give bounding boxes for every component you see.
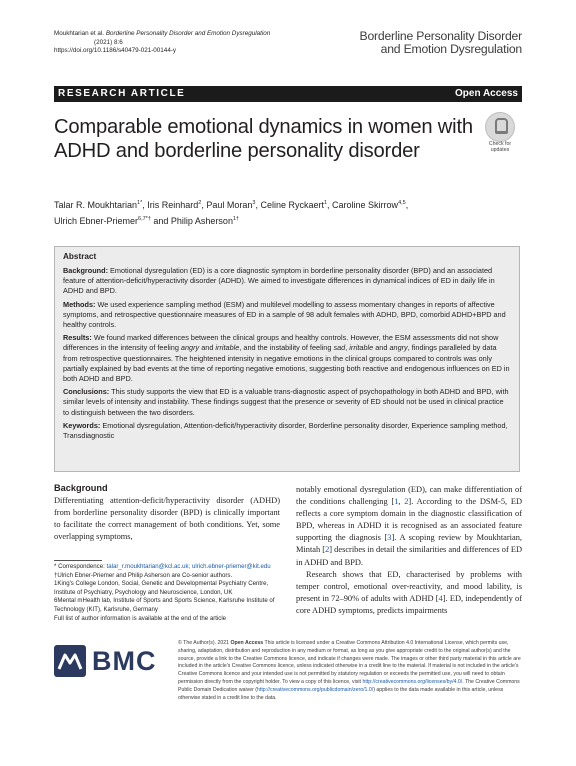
- journal-title-line1: Borderline Personality Disorder: [359, 29, 522, 43]
- results-angry: angry: [180, 343, 200, 353]
- results-irritable: irritable: [215, 343, 240, 353]
- results-sad: sad: [333, 343, 346, 353]
- results-comma: ,: [345, 343, 350, 353]
- author-line-2: Ulrich Ebner-Priemer$^{6,7*\dagger}$ and Philip Asherson$^{1\dagger}$: [54, 216, 240, 226]
- bmc-logo-text: BMC: [92, 646, 157, 676]
- license-url-cc0[interactable]: http://creativecommons.org/publicdomain/zero/1.0/: [257, 686, 374, 693]
- results-and-2: and: [373, 343, 390, 353]
- volume-info: (2021) 8:6: [94, 38, 123, 46]
- abstract-results: [63, 333, 511, 384]
- footnotes: [54, 563, 280, 623]
- affiliation-1: 1King's College London, Social, Genetic and Developmental Psychiatry Centre, Institute of Psychiatry, Psychology and Neuroscience, London, UK: [54, 580, 269, 596]
- reference-link-4[interactable]: 4: [438, 593, 443, 603]
- affiliation-6: 6Mental mHealth lab, Institute of Sports and Sports Science, Karlsruhe Institute of Technology (KIT), Karlsruhe, Germany: [54, 597, 275, 613]
- citation-header: [54, 30, 314, 56]
- results-text-d: , findings paralleled by data from retrospective questionnaires. The heightened intensity in negative emotions in the clinical groups compared to controls was only partially explained by bad events at the time of reporting negative emotions, suggesting both reactive and endogenous influences on ED in both ADHD and BPD.: [63, 343, 510, 384]
- check-for-updates-badge[interactable]: [479, 112, 521, 156]
- doi-link[interactable]: https://doi.org/10.1186/s40479-021-00144-y: [54, 47, 177, 54]
- license-url-cc-by[interactable]: http://creativecommons.org/licenses/by/4.0/: [362, 678, 463, 685]
- license-text-b: . The Creative Commons Public Domain Dedication waiver (: [178, 678, 520, 693]
- p3-text-b: ]. ED, independently of core ADHD symptoms, predicts impairments: [296, 593, 522, 615]
- authors-short: Moukhtarian et al.: [54, 30, 105, 37]
- full-author-info-note: Full list of author information is available at the end of the article: [54, 614, 227, 622]
- body-paragraph-2: [296, 484, 522, 569]
- reference-link-2b[interactable]: 2: [325, 545, 330, 555]
- journal-title-line2: and Emotion Dysregulation: [380, 42, 522, 56]
- results-label: Results:: [63, 333, 92, 343]
- journal-title: [338, 30, 522, 56]
- methods-label: Methods:: [63, 299, 96, 309]
- results-irritable-2: irritable: [349, 343, 374, 353]
- results-text-a: We found marked differences between the clinical groups and healthy controls. However, the ESM assessments did not show differences in the intensity of feeling: [63, 333, 499, 353]
- methods-text: We used experience sampling method (ESM) and multilevel modelling to assess momentary changes in reports of affective symptoms, and retrospective questionnaire measures of ED in a sample of 98 adult females with ADHD, BPD, comorbid ADHD+BPD and healthy controls.: [63, 299, 506, 330]
- abstract-methods: [63, 300, 511, 331]
- license-copyright: © The Author(s). 2021: [178, 640, 231, 646]
- co-senior-note: †Ulrich Ebner-Priemer and Philip Asherson are Co-senior authors.: [54, 571, 233, 579]
- background-label: Background:: [63, 266, 108, 275]
- license-text-c: ) applies to the data made available in this article, unless otherwise stated in a credit line to the data.: [178, 686, 504, 701]
- keywords-label: Keywords:: [63, 420, 101, 430]
- bookmark-icon: [485, 112, 515, 142]
- open-access-label: Open Access: [455, 88, 518, 99]
- p2-text-b: ]. According to the DSM-5, ED reflects a core symptom domain in the diagnostic classification of BPD, whereas in ADHD it is recognised as an associated feature supporting the diagnosis [: [296, 497, 523, 543]
- license-open-access: Open Access: [230, 640, 264, 646]
- body-paragraph-1: Differentiating attention-deficit/hyperactivity disorder (ADHD) from borderline personality disorder (BPD) is clinically important to facilitate the correct management of both conditions. Yet, some overlapping symptoms,: [54, 496, 280, 542]
- check-updates-line2: updates: [490, 147, 510, 153]
- correspondence-email-link[interactable]: talar_r.moukhtarian@kcl.ac.uk; ulrich.ebner-priemer@kit.edu: [106, 563, 271, 570]
- conclusions-text: This study supports the view that ED is a valuable trans-diagnostic aspect of psychopathology in both ADHD and BPD, with similar levels of intensity and instability. These findings suggest that the presence or severity of ED should not be used in clinical practice to distinguish between the two disorders.: [63, 387, 509, 417]
- results-angry-2: angry: [389, 343, 408, 353]
- correspondence: [54, 563, 280, 572]
- abstract-keywords: [63, 421, 511, 441]
- article-type: RESEARCH ARTICLE: [58, 88, 186, 99]
- background-text: Emotional dysregulation (ED) is a core diagnostic symptom in borderline personality disorder (BPD) and an associated feature of attention-deficit/hyperactivity disorder (ADHD). We aimed to investigate differences in dynamical indices of ED in daily life in ADHD and BPD.: [63, 266, 495, 296]
- abstract-box: [54, 246, 520, 472]
- abstract-background: [63, 266, 511, 297]
- results-text-b: , and the instability of feeling: [239, 343, 334, 353]
- publisher-logo[interactable]: [54, 645, 164, 679]
- reference-link-1[interactable]: 1: [394, 497, 399, 507]
- p2-text-a: notably emotional dysregulation (ED), can make differentiation of the conditions challenging [: [296, 485, 522, 507]
- article-title: Comparable emotional dynamics in women with ADHD and borderline personality disorder: [54, 116, 473, 162]
- conclusions-label: Conclusions:: [63, 387, 110, 397]
- journal-name-italic: Borderline Personality Disorder and Emotion Dysregulation: [105, 30, 271, 37]
- keywords-text: Emotional dysregulation, Attention-deficit/hyperactivity disorder, Borderline personality disorder, Experience sampling method, Transdiagnostic: [63, 420, 508, 441]
- correspondence-label: * Correspondence:: [54, 563, 107, 570]
- p3-text-a: Research shows that ED, characterised by problems with temper control, emotional over-reactivity, and mood lability, is present in 72–90% of adults with ADHD [: [296, 569, 522, 603]
- article-type-banner: [54, 86, 522, 102]
- body-column-2: [296, 484, 522, 617]
- abstract-heading: Abstract: [63, 252, 97, 261]
- ref-separator: ,: [398, 497, 405, 507]
- license-statement: [178, 640, 522, 702]
- p2-text-d: ] describes in detail the similarities and differences of ED in ADHD and BPD.: [296, 545, 523, 567]
- abstract-conclusions: [63, 387, 511, 418]
- author-line-1: Talar R. Moukhtarian$^{1*}$, Iris Reinhard$^2$, Paul Moran$^3$, Celine Ryckaert$^1$, Caroline Skirrow$^{4,5}$,: [54, 200, 409, 210]
- p2-text-c: ]. A scoping review by Moukhtarian, Mintah [: [296, 533, 522, 555]
- body-paragraph-3: [296, 569, 522, 617]
- bmc-logo-icon: [54, 645, 86, 677]
- author-list: [54, 196, 474, 228]
- license-text-a: This article is licensed under a Creative Commons Attribution 4.0 International License, which permits use, sharing, adaptation, distribution and reproduction in any medium or format, as long as you give appropriate credit to the original author(s) and the source, provide a link to the Creative Commons licence, and indicate if changes were made. The images or other third party material in this article are included in the article's Creative Commons licence, unless indicated otherwise in a credit line to the material. If material is not included in the article's Creative Commons licence and your intended use is not permitted by statutory regulation or exceeds the permitted use, you will need to obtain permission directly from the copyright holder. To view a copy of this licence, visit: [178, 640, 521, 685]
- body-column-1: [54, 482, 280, 543]
- reference-link-2[interactable]: 2: [404, 497, 409, 507]
- check-for-updates-label: [479, 141, 521, 153]
- results-and: and: [199, 343, 216, 353]
- footnote-divider: [54, 560, 102, 561]
- section-heading-background: Background: [54, 483, 108, 493]
- check-updates-line1: Check for: [488, 141, 512, 147]
- reference-link-3[interactable]: 3: [387, 533, 392, 543]
